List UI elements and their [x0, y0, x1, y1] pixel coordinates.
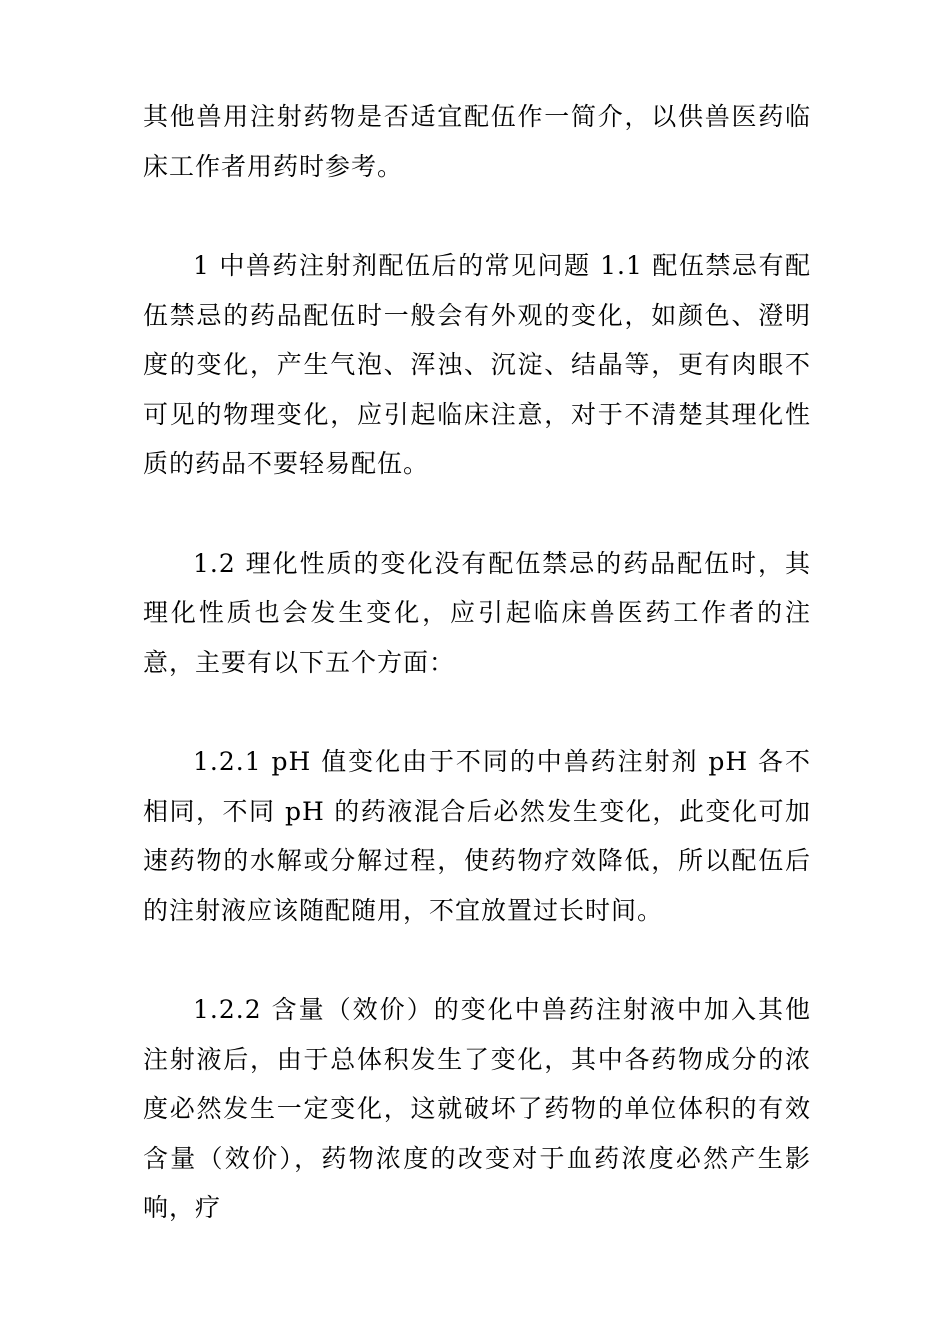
document-page: [143, 92, 811, 1233]
paragraph-section-1-2-2: 1.2.2 含量（效价）的变化中兽药注射液中加入其他注射液后，由于总体积发生了变化，其中各药物成分的浓度必然发生一定变化，这就破坏了药物的单位体积的有效含量（效价），药物浓度的改变对于血药浓度必然产生影响，疗: [143, 995, 811, 1222]
paragraph-section-1-2: 1.2 理化性质的变化没有配伍禁忌的药品配伍时，其理化性质也会发生变化，应引起临床兽医药工作者的注意，主要有以下五个方面：: [143, 548, 811, 677]
paragraph-gap: [143, 191, 811, 241]
paragraph-section-1-2-1: 1.2.1 pH 值变化由于不同的中兽药注射剂 pH 各不相同，不同 pH 的药液混合后必然发生变化，此变化可加速药物的水解或分解过程，使药物疗效降低，所以配伍后的注射液应该随配随用，不宜放置过长时间。: [143, 747, 811, 925]
paragraph-gap: [143, 489, 811, 539]
paragraph-gap: [143, 935, 811, 985]
paragraph-section-1-1: 1 中兽药注射剂配伍后的常见问题 1.1 配伍禁忌有配伍禁忌的药品配伍时一般会有外观的变化，如颜色、澄明度的变化，产生气泡、浑浊、沉淀、结晶等，更有肉眼不可见的物理变化，应引起临床注意，对于不清楚其理化性质的药品不要轻易配伍。: [143, 251, 811, 478]
paragraph-gap: [143, 687, 811, 737]
paragraph-intro-continuation: 其他兽用注射药物是否适宜配伍作一简介，以供兽医药临床工作者用药时参考。: [143, 102, 811, 181]
